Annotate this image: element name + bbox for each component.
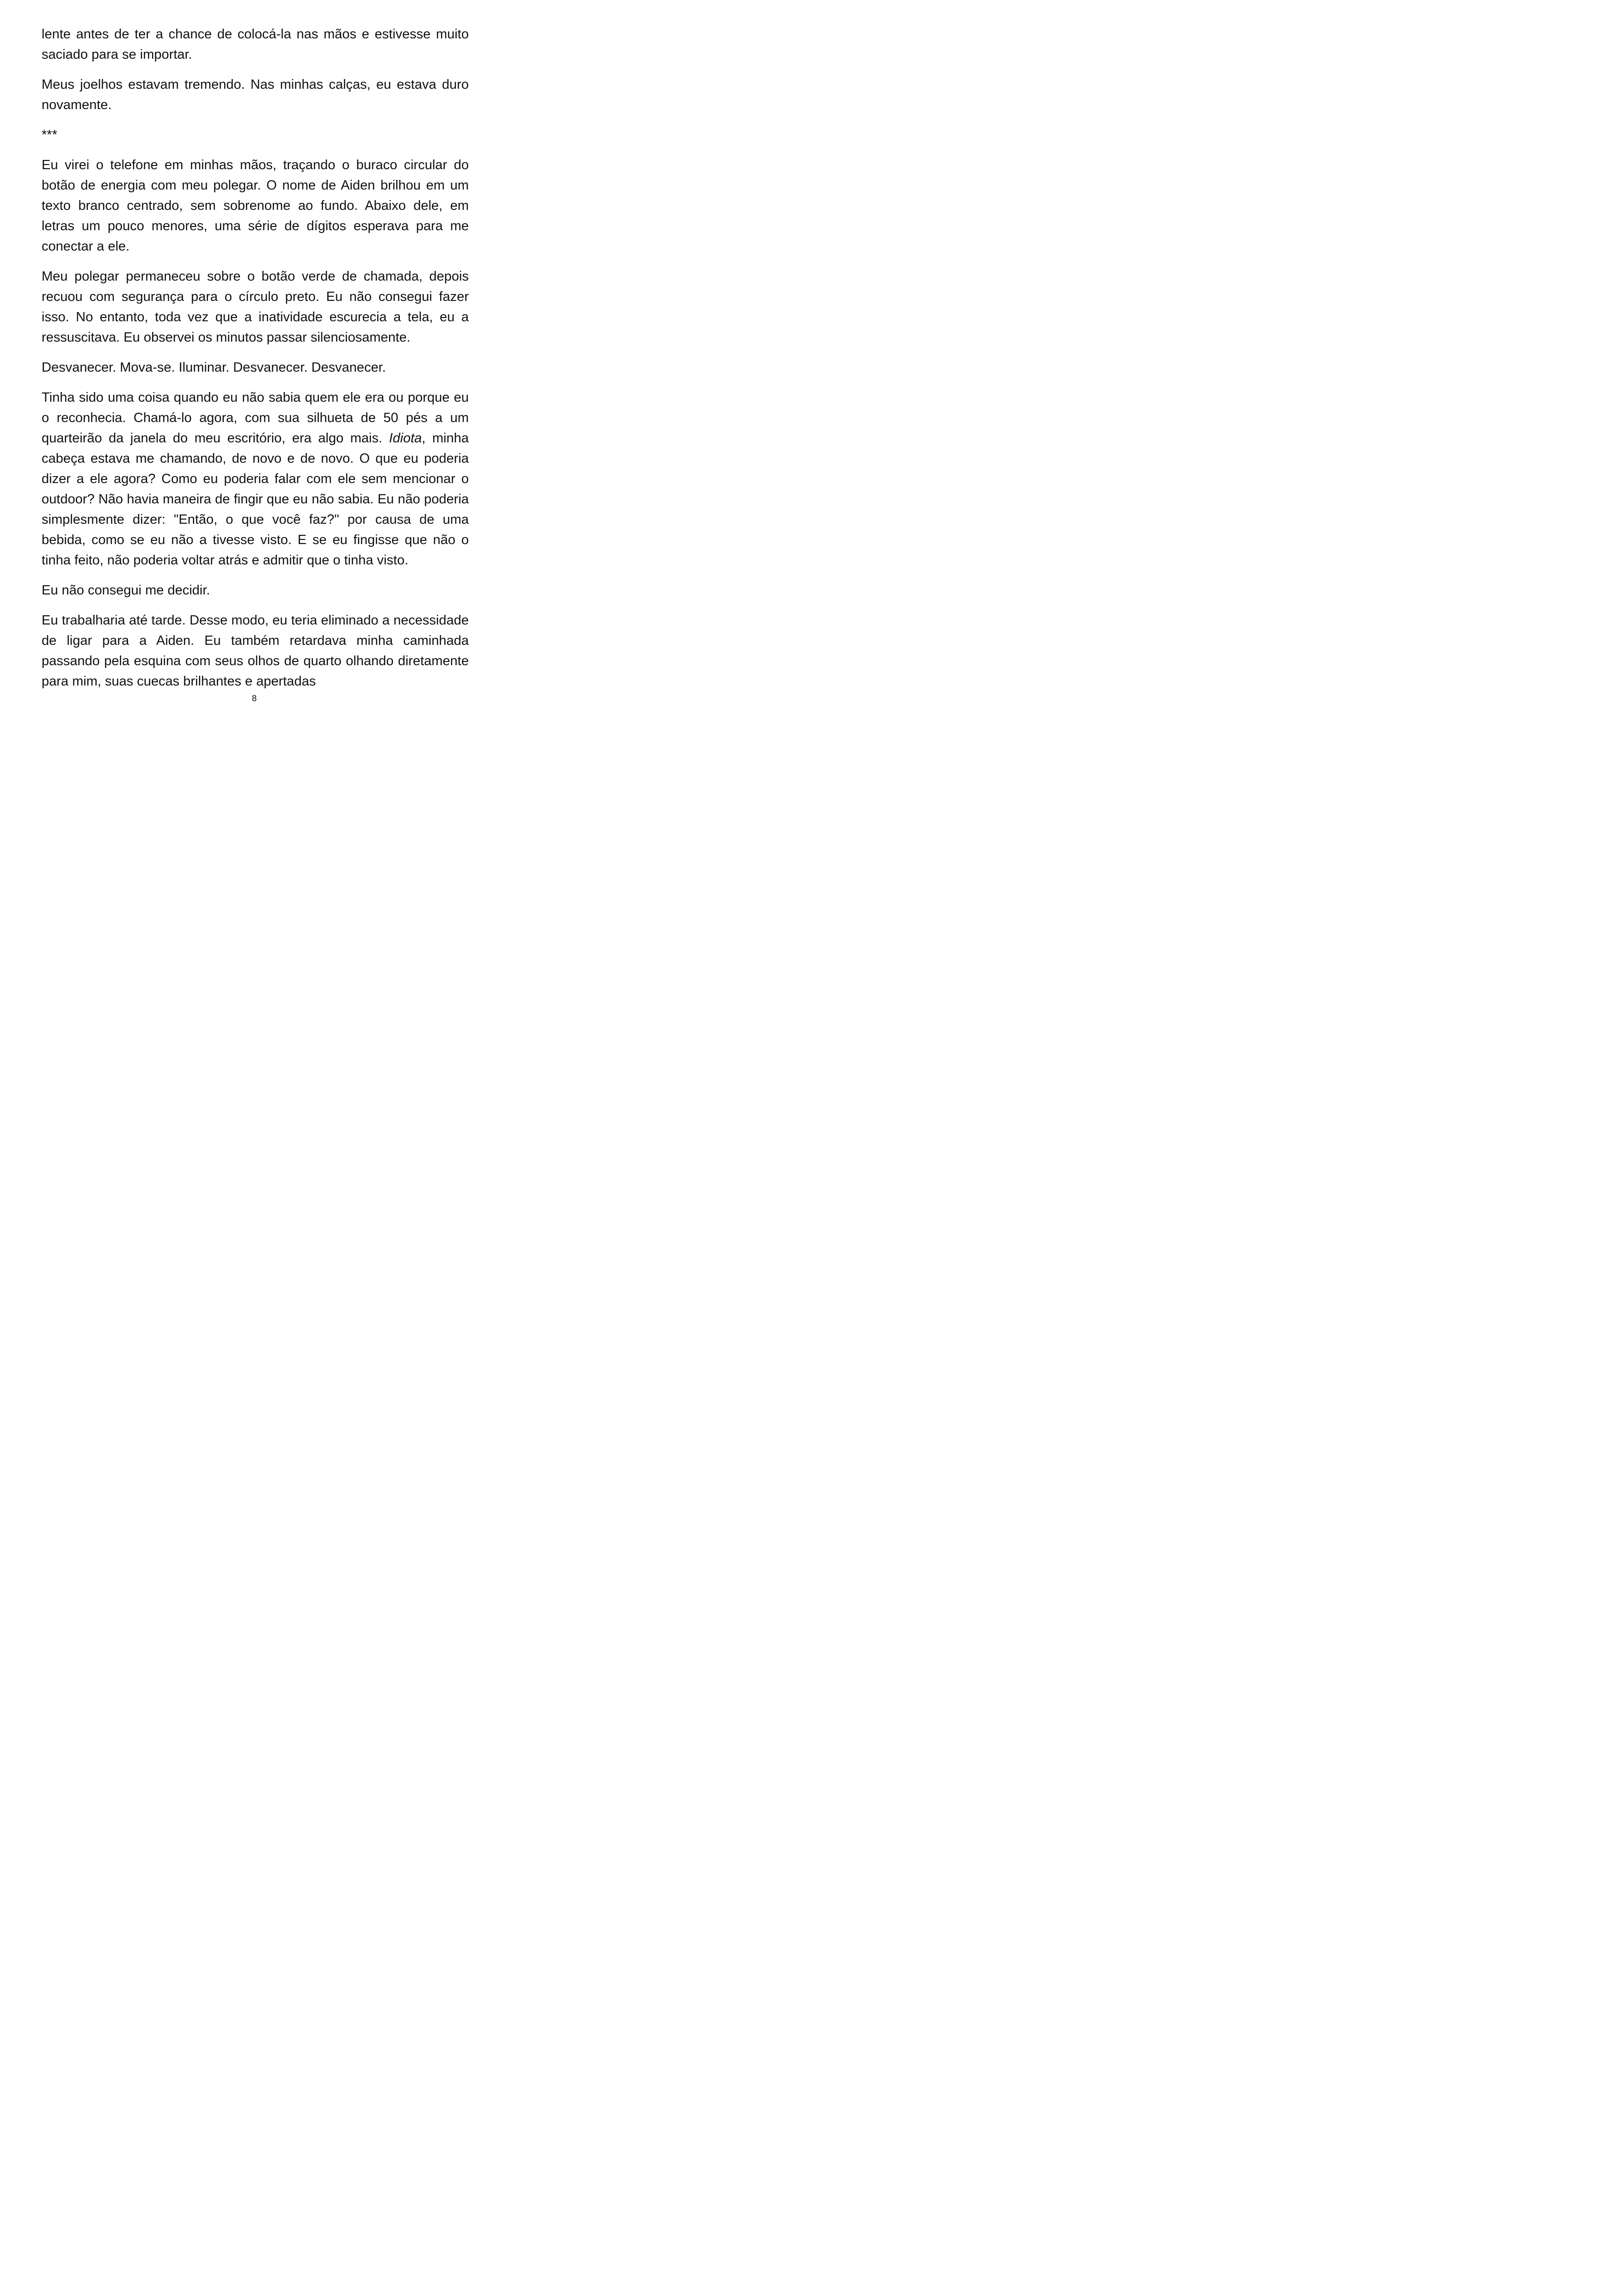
paragraph: Eu não consegui me decidir. [42, 583, 210, 598]
italic-word: Idiota [389, 431, 422, 446]
paragraph: Eu virei o telefone em minhas mãos, traçando o buraco circular do botão de energia com meu polegar. O nome de Aiden brilhou em um texto branco centrado, sem sobrenome ao fundo. Abaixo dele, em letras um pouco menores, uma série de dígitos esperava para me conectar a ele. [42, 158, 469, 254]
document-body [42, 24, 469, 701]
scene-separator: *** [42, 128, 57, 142]
paragraph: lente antes de ter a chance de colocá-la nas mãos e estivesse muito saciado para se importar. [42, 27, 469, 62]
paragraph [42, 387, 469, 570]
paragraph: Meu polegar permaneceu sobre o botão verde de chamada, depois recuou com segurança para o círculo preto. Eu não consegui fazer isso. No entanto, toda vez que a inatividade escurecia a tela, eu a ressuscitava. Eu observei os minutos passar silenciosamente. [42, 269, 469, 345]
paragraph: Meus joelhos estavam tremendo. Nas minhas calças, eu estava duro novamente. [42, 77, 469, 112]
paragraph: Eu trabalharia até tarde. Desse modo, eu teria eliminado a necessidade de ligar para a Aiden. Eu também retardava minha caminhada passando pela esquina com seus olhos de quarto olhando diretamente para mim, suas cuecas brilhantes e apertadas [42, 613, 469, 689]
page-number: 8 [251, 694, 257, 704]
paragraph-text: Tinha sido uma coisa quando eu não sabia quem ele era ou porque eu o reconhecia. Chamá-lo agora, com sua silhueta de 50 pés a um quarteirão da janela do meu escritório, era algo mais. [42, 390, 469, 446]
paragraph-text: , minha cabeça estava me chamando, de novo e de novo. O que eu poderia dizer a ele agora? Como eu poderia falar com ele sem mencionar o outdoor? Não havia maneira de fingir que eu não sabia. Eu não poderia simplesmente dizer: "Então, o que você faz?" por causa de uma bebida, como se eu não a tivesse visto. E se eu fingisse que não o tinha feito, não poderia voltar atrás e admitir que o tinha visto. [42, 431, 469, 568]
paragraph: Desvanecer. Mova-se. Iluminar. Desvanecer. Desvanecer. [42, 360, 386, 375]
